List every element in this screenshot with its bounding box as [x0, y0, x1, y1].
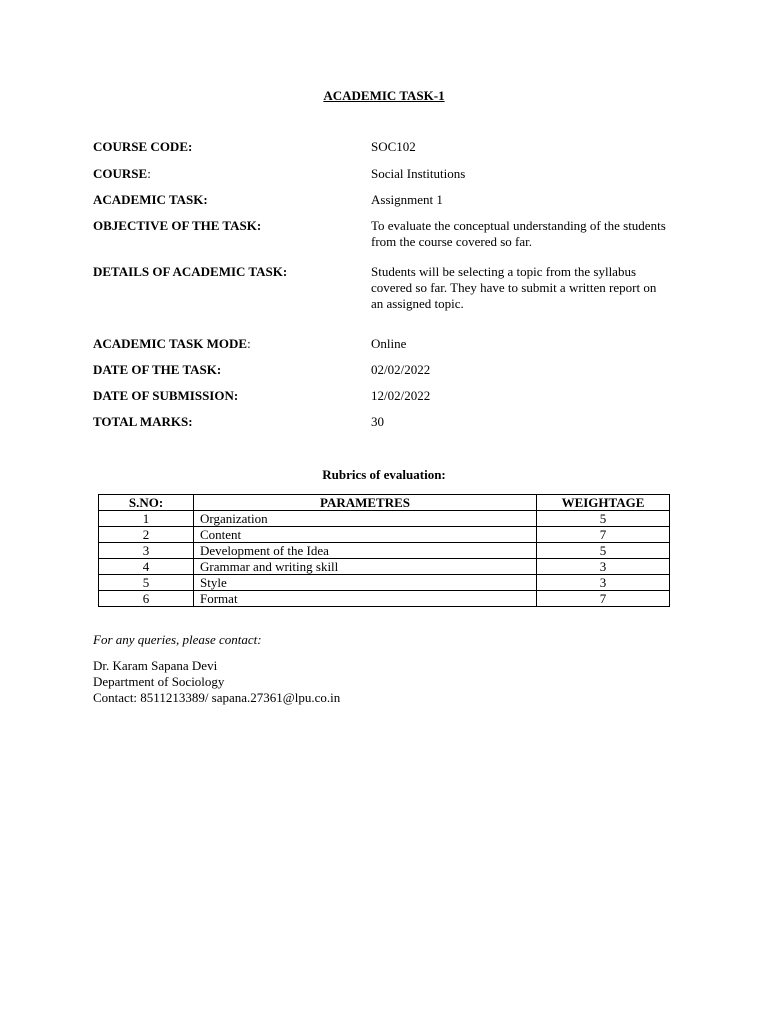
date-task-value: 02/02/2022	[371, 362, 431, 377]
row-weightage: 7	[537, 527, 670, 543]
row-weightage: 3	[537, 559, 670, 575]
row-parameter: Format	[194, 591, 537, 607]
row-sno: 1	[99, 511, 194, 527]
row-sno: 6	[99, 591, 194, 607]
mode-label-text: ACADEMIC TASK MODE	[93, 336, 248, 351]
row-sno: 5	[99, 575, 194, 591]
contact-name: Dr. Karam Sapana Devi	[93, 658, 218, 673]
row-sno: 4	[99, 559, 194, 575]
table-row	[99, 575, 670, 591]
total-marks-value: 30	[371, 414, 384, 429]
academic-task-label: ACADEMIC TASK:	[93, 192, 208, 207]
course-value: Social Institutions	[371, 166, 466, 181]
table-row	[99, 559, 670, 575]
queries-note: For any queries, please contact:	[93, 632, 262, 647]
course-label-suffix: :	[147, 166, 151, 181]
row-sno: 2	[99, 527, 194, 543]
row-weightage: 7	[537, 591, 670, 607]
row-parameter: Content	[194, 527, 537, 543]
header-weightage: WEIGHTAGE	[537, 495, 670, 511]
course-code-value: SOC102	[371, 139, 416, 154]
header-parameters: PARAMETRES	[194, 495, 537, 511]
mode-label	[93, 336, 251, 352]
row-weightage: 5	[537, 511, 670, 527]
details-label: DETAILS OF ACADEMIC TASK:	[93, 264, 288, 279]
row-weightage: 5	[537, 543, 670, 559]
rubrics-header-row	[99, 495, 670, 511]
rubrics-title: Rubrics of evaluation:	[322, 467, 446, 482]
row-sno: 3	[99, 543, 194, 559]
table-row	[99, 527, 670, 543]
details-value: Students will be selecting a topic from the syllabus covered so far. They have to submit a written report on an assigned topic.	[371, 264, 657, 311]
table-row	[99, 511, 670, 527]
page-title: ACADEMIC TASK-1	[323, 88, 445, 103]
course-label-text: COURSE	[93, 166, 148, 181]
table-row	[99, 543, 670, 559]
contact-details: Contact: 8511213389/ sapana.27361@lpu.co.in	[93, 690, 341, 705]
date-submission-label: DATE OF SUBMISSION:	[93, 388, 239, 403]
table-row	[99, 591, 670, 607]
objective-value: To evaluate the conceptual understanding of the students from the course covered so far.	[371, 218, 666, 249]
course-label	[93, 166, 151, 182]
objective-label: OBJECTIVE OF THE TASK:	[93, 218, 262, 233]
row-parameter: Development of the Idea	[194, 543, 537, 559]
header-sno: S.NO:	[99, 495, 194, 511]
rubrics-table	[98, 494, 670, 607]
academic-task-value: Assignment 1	[371, 192, 443, 207]
mode-value: Online	[371, 336, 407, 351]
course-code-label: COURSE CODE:	[93, 139, 193, 154]
contact-department: Department of Sociology	[93, 674, 225, 689]
date-submission-value: 12/02/2022	[371, 388, 431, 403]
date-task-label: DATE OF THE TASK:	[93, 362, 222, 377]
row-parameter: Grammar and writing skill	[194, 559, 537, 575]
row-parameter: Organization	[194, 511, 537, 527]
contact-block	[93, 658, 340, 706]
total-marks-label: TOTAL MARKS:	[93, 414, 193, 429]
mode-label-suffix: :	[247, 336, 251, 351]
row-weightage: 3	[537, 575, 670, 591]
row-parameter: Style	[194, 575, 537, 591]
